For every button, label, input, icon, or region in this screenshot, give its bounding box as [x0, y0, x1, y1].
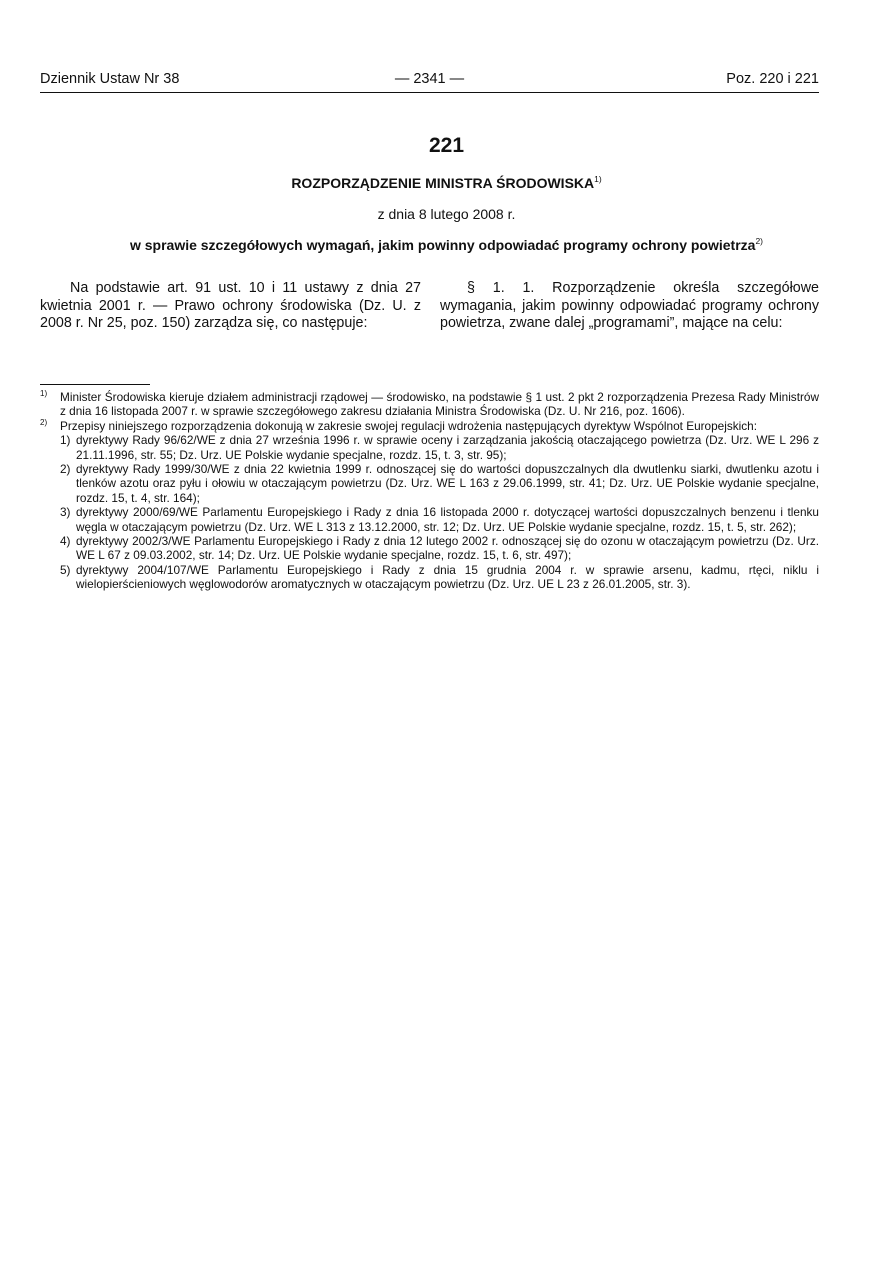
page-number: — 2341 —: [394, 71, 465, 87]
footnote-separator: [40, 384, 150, 385]
document-title: [0, 175, 893, 191]
directive-item-text: dyrektywy 2002/3/WE Parlamentu Europejskiego i Rady z dnia 12 lutego 2002 r. odnoszącej się do ozonu w otaczającym powietrzu (Dz. Urz. WE L 67 z 09.03.2002, str. 14; Dz. Urz. UE Polskie wydanie specjalne, rozdz. 15, t. 6, str. 497);: [76, 534, 819, 563]
document-subject: [0, 237, 893, 253]
footnote-1-text: Minister Środowiska kieruje działem administracji rządowej — środowisko, na podstawie § 1 ust. 2 pkt 2 rozporządzenia Prezesa Rady Ministrów z dnia 16 listopada 2007 r. w sprawie szczegółowego zakresu działania Ministra Środowiska (Dz. U. Nr 216, poz. 1606).: [60, 390, 819, 419]
directive-item: [40, 534, 819, 563]
footnotes: [40, 390, 819, 592]
section-1-paragraph: § 1. 1. Rozporządzenie określa szczegółowe wymagania, jakim powinny odpowiadać programy ochrony powietrza, zwane dalej „programami”, mające na celu:: [440, 280, 819, 331]
footnote-2: [40, 419, 819, 433]
directive-item-number: 3): [60, 505, 71, 520]
directive-item-text: dyrektywy Rady 96/62/WE z dnia 27 września 1996 r. w sprawie oceny i zarządzania jakością otaczającego powietrza (Dz. Urz. WE L 296 z 21.11.1996, str. 55; Dz. Urz. UE Polskie wydanie specjalne, rozdz. 15, t. 3, str. 95);: [76, 433, 819, 462]
directive-item: [40, 462, 819, 505]
directive-item: [40, 505, 819, 534]
directive-item: [40, 563, 819, 592]
title-text: ROZPORZĄDZENIE MINISTRA ŚRODOWISKA: [291, 175, 595, 191]
directive-item-number: 5): [60, 562, 71, 577]
subject-text: w sprawie szczegółowych wymagań, jakim powinny odpowiadać programy ochrony powietrza: [129, 237, 756, 253]
document-number: 221: [428, 134, 465, 157]
footnote-2-text: Przepisy niniejszego rozporządzenia dokonują w zakresie swojej regulacji wdrożenia następujących dyrektyw Wspólnot Europejskich:: [60, 418, 758, 433]
legal-basis-paragraph: Na podstawie art. 91 ust. 10 i 11 ustawy z dnia 27 kwietnia 2001 r. — Prawo ochrony środowiska (Dz. U. z 2008 r. Nr 25, poz. 150) zarządza się, co następuje:: [40, 280, 421, 331]
footnote-2-mark: 2): [40, 417, 48, 427]
directive-item-text: dyrektywy 2000/69/WE Parlamentu Europejskiego i Rady z dnia 16 listopada 2000 r. dotyczącej wartości dopuszczalnych benzenu i tlenku węgla w otaczającym powietrzu (Dz. Urz. WE L 313 z 13.12.2000, str. 12; Dz. Urz. UE Polskie wydanie specjalne, rozdz. 15, t. 5, str. 262);: [76, 505, 819, 534]
page-header: [40, 70, 819, 93]
journal-title: Dziennik Ustaw Nr 38: [40, 71, 180, 87]
directive-item-number: 4): [60, 534, 71, 549]
title-footnote-ref: 1): [594, 174, 602, 184]
directive-item-number: 1): [60, 433, 71, 448]
directive-item-text: dyrektywy 2004/107/WE Parlamentu Europejskiego i Rady z dnia 15 grudnia 2004 r. w sprawie arsenu, kadmu, rtęci, niklu i wielopierścieniowych węglowodorów aromatycznych w otaczającym powietrzu (Dz. Urz. UE L 23 z 26.01.2005, str. 3).: [76, 562, 819, 592]
footnote-1: [40, 390, 819, 419]
document-date: z dnia 8 lutego 2008 r.: [377, 206, 516, 222]
directive-item-text: dyrektywy Rady 1999/30/WE z dnia 22 kwietnia 1999 r. odnoszącej się do wartości dopuszczalnych dla dwutlenku siarki, dwutlenku azotu i tlenków azotu oraz pyłu i ołowiu w otaczającym powietrzu (Dz. Urz. WE L 163 z 29.06.1999, str. 41; Dz. Urz. UE Polskie wydanie specjalne, rozdz. 15, t. 4, str. 164);: [76, 462, 819, 505]
footnote-1-mark: 1): [40, 389, 48, 398]
position-reference: Poz. 220 i 221: [726, 71, 819, 87]
directive-item: [40, 433, 819, 462]
directive-item-number: 2): [60, 462, 71, 477]
subject-footnote-ref: 2): [755, 236, 764, 246]
